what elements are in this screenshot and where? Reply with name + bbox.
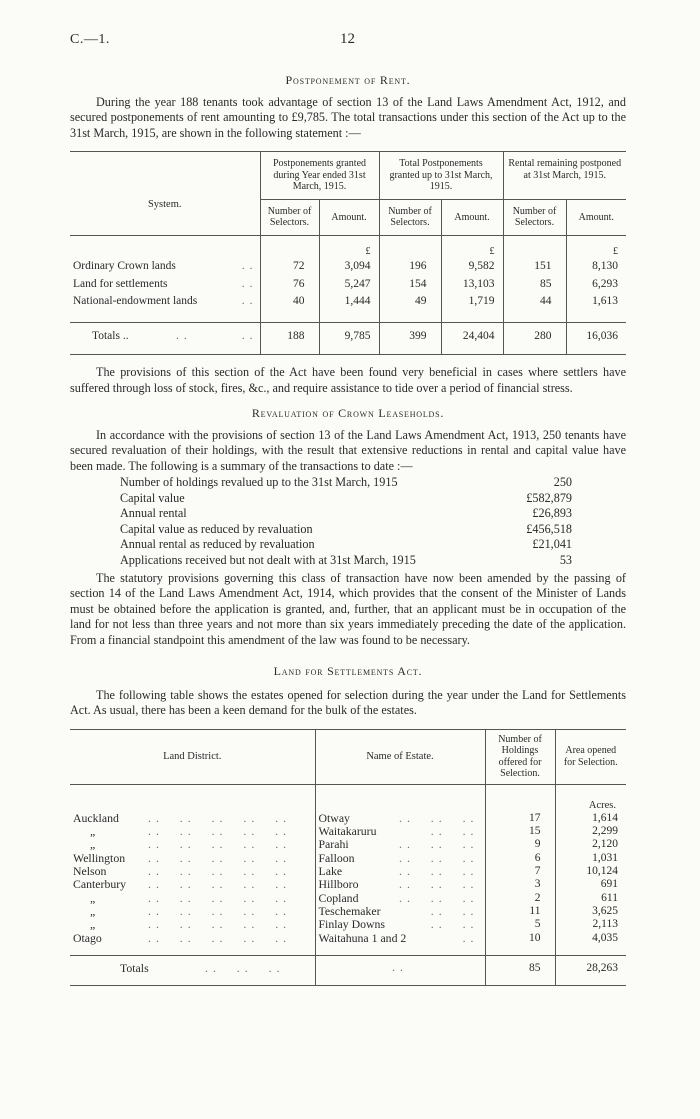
summary-label: Applications received but not dealt with at 31st March, 1915: [120, 552, 416, 567]
table-row: Auckland .. .. .. .. .. Otway .. .. .. 17 1,614: [70, 812, 626, 825]
currency-symbol: £: [566, 236, 626, 259]
group-header-year: Postponements granted during Year ended 31st March, 1915.: [260, 152, 379, 200]
cell-selectors: 72: [260, 258, 319, 276]
sub-amount-3: Amount.: [566, 199, 626, 236]
cell-amount: 6,293: [566, 276, 626, 294]
group-header-total: Total Postponements granted up to 31st March, 1915.: [379, 152, 503, 200]
cell-area: 691: [555, 878, 626, 891]
cell-estate: Lake: [318, 864, 343, 879]
col-holdings: Number of Holdings offered for Selection.: [485, 729, 555, 784]
cell-area: 10,124: [555, 865, 626, 878]
table-row: Otago .. .. .. .. .. Waitahuna 1 and 2 .. 10 4,035: [70, 932, 626, 956]
document-reference: C.—1.: [70, 32, 110, 47]
cell-holdings: 5: [485, 918, 555, 931]
total-area: 28,263: [555, 955, 626, 985]
cell-amount: 13,103: [441, 276, 503, 294]
cell-amount: 3,094: [319, 258, 379, 276]
table-row: Ordinary Crown lands .. 72 3,094 196 9,582 151 8,130: [70, 258, 626, 276]
revaluation-summary: [70, 475, 626, 569]
page-header: [70, 32, 626, 58]
totals-label: Totals: [120, 960, 149, 975]
totals-row: Totals .. .. .. .. 85 28,263: [70, 955, 626, 985]
table-row: Canterbury .. .. .. .. .. Hillboro .. .. .. 3 691: [70, 878, 626, 891]
cell-area: 611: [555, 892, 626, 905]
total-amount: 9,785: [319, 322, 379, 355]
cell-district: „: [90, 890, 96, 905]
cell-estate: Copland: [318, 890, 359, 905]
total-amount: 16,036: [566, 322, 626, 355]
cell-estate: Hillboro: [318, 877, 359, 892]
col-land-district: Land District.: [163, 750, 222, 762]
document-page: [70, 32, 626, 986]
cell-estate: Waitahuna 1 and 2: [318, 930, 407, 945]
cell-selectors: 151: [503, 258, 566, 276]
summary-value: 53: [559, 552, 572, 567]
postponement-closing: The provisions of this section of the Act have been found very beneficial in cases where settlers have suffered through loss of stock, fires, &c., and require assistance to tide over a period of financial stress.: [70, 365, 626, 395]
cell-selectors: 196: [379, 258, 441, 276]
cell-district: „: [90, 837, 96, 852]
row-system: Ordinary Crown lands: [73, 260, 176, 272]
cell-amount: 1,719: [441, 293, 503, 322]
currency-symbol: £: [441, 236, 503, 259]
cell-area: 3,625: [555, 905, 626, 918]
cell-selectors: 40: [260, 293, 319, 322]
cell-estate: Teschemaker: [318, 903, 381, 918]
cell-estate: Otway: [318, 810, 350, 825]
cell-area: 1,031: [555, 852, 626, 865]
summary-row: [70, 475, 626, 491]
summary-value: £456,518: [526, 521, 572, 536]
totals-label: Totals ..: [92, 329, 129, 342]
cell-holdings: 9: [485, 838, 555, 851]
cell-estate: Finlay Downs: [318, 917, 386, 932]
summary-label: Capital value: [120, 490, 185, 505]
section-heading-settlements: Land for Settlements Act.: [273, 664, 423, 679]
cell-holdings: 2: [485, 892, 555, 905]
sub-amount-2: Amount.: [441, 199, 503, 236]
summary-label: Capital value as reduced by revaluation: [120, 521, 313, 536]
summary-row: [70, 522, 626, 538]
postponement-table: [70, 151, 626, 355]
table-row: Nelson .. .. .. .. .. Lake .. .. .. 7 10,124: [70, 865, 626, 878]
cell-district: „: [90, 903, 96, 918]
cell-selectors: 85: [503, 276, 566, 294]
cell-amount: 1,613: [566, 293, 626, 322]
cell-district: „: [90, 917, 96, 932]
cell-amount: 5,247: [319, 276, 379, 294]
table-row: National-endowment lands .. 40 1,444 49 1,719 44 1,613: [70, 293, 626, 322]
row-system: Land for settlements: [73, 277, 168, 290]
postponement-intro: During the year 188 tenants took advantage of section 13 of the Land Laws Amendment Act, 1912, and secured postponements of rent amounting to £9,785. The total transactions under this section of the Act up to the 31st March, 1915, are shown in the following statement :—: [70, 94, 626, 140]
cell-district: Nelson: [73, 864, 107, 879]
cell-amount: 8,130: [566, 258, 626, 276]
cell-holdings: 7: [485, 865, 555, 878]
cell-estate: Waitakaruru: [318, 824, 377, 839]
cell-district: Canterbury: [73, 877, 127, 892]
settlements-table: [70, 729, 626, 987]
summary-value: 250: [553, 475, 572, 489]
table-row: „ .. .. .. .. .. Teschemaker .. .. 11 3,625: [70, 905, 626, 918]
cell-holdings: 3: [485, 878, 555, 891]
revaluation-intro: In accordance with the provisions of section 13 of the Land Laws Amendment Act, 1913, 250 tenants have secured revaluation of their holdings, with the result that extensive reductions in rental and capital value have been made. The following is a summary of the transactions to date :—: [70, 427, 626, 473]
summary-row: [70, 506, 626, 522]
cell-holdings: 10: [485, 932, 555, 956]
row-system: National-endowment lands: [73, 295, 198, 307]
cell-area: 1,614: [555, 812, 626, 825]
cell-selectors: 154: [379, 276, 441, 294]
cell-area: 4,035: [555, 932, 626, 956]
cell-amount: 9,582: [441, 258, 503, 276]
col-estate: Name of Estate.: [315, 729, 485, 784]
cell-area: 2,113: [555, 918, 626, 931]
total-amount: 24,404: [441, 322, 503, 355]
summary-label: Annual rental: [120, 506, 187, 521]
cell-holdings: 15: [485, 825, 555, 838]
totals-row: Totals .. .. .. 188 9,785 399 24,404 280 16,036: [70, 322, 626, 355]
summary-row: [70, 553, 626, 569]
summary-value: £26,893: [532, 506, 572, 521]
table-row: „ .. .. .. .. .. Finlay Downs .. .. 5 2,113: [70, 918, 626, 931]
section-heading-revaluation: Revaluation of Crown Leaseholds.: [251, 406, 445, 420]
col-area: Area opened for Selection.: [555, 729, 626, 784]
total-selectors: 280: [503, 322, 566, 355]
cell-area: 2,299: [555, 825, 626, 838]
summary-row: [70, 537, 626, 553]
total-selectors: 188: [260, 322, 319, 355]
cell-selectors: 49: [379, 293, 441, 322]
cell-holdings: 17: [485, 812, 555, 825]
cell-district: Auckland: [73, 810, 119, 825]
table-row: „ .. .. .. .. .. Parahi .. .. .. 9 2,120: [70, 838, 626, 851]
col-system: System.: [147, 199, 182, 211]
cell-holdings: 6: [485, 852, 555, 865]
table-row: „ .. .. .. .. .. Waitakaruru .. .. 15 2,299: [70, 825, 626, 838]
sub-selectors-3: Number of Selectors.: [503, 199, 566, 236]
sub-selectors-1: Number of Selectors.: [260, 199, 319, 236]
cell-selectors: 76: [260, 276, 319, 294]
cell-area: 2,120: [555, 838, 626, 851]
cell-estate: Parahi: [318, 837, 349, 852]
cell-holdings: 11: [485, 905, 555, 918]
settlements-rows: [70, 812, 626, 955]
settlements-intro: The following table shows the estates opened for selection during the year under the Land for Settlements Act. As usual, there has been a keen demand for the bulk of the estates.: [70, 687, 626, 718]
cell-district: Wellington: [73, 850, 126, 865]
cell-estate: Falloon: [318, 850, 355, 865]
cell-district: „: [90, 824, 96, 839]
table-row: Land for settlements .. 76 5,247 154 13,103 85 6,293: [70, 276, 626, 294]
group-header-remaining: Rental remaining postponed at 31st March, 1915.: [503, 152, 626, 200]
page-number: 12: [340, 31, 355, 47]
section-heading-postponement: Postponement of Rent.: [285, 73, 411, 87]
table-row: „ .. .. .. .. .. Copland .. .. .. 2 611: [70, 892, 626, 905]
summary-value: £582,879: [526, 490, 572, 505]
summary-row: [70, 491, 626, 507]
area-unit: Acres.: [555, 784, 626, 812]
cell-amount: 1,444: [319, 293, 379, 322]
total-selectors: 399: [379, 322, 441, 355]
cell-district: Otago: [73, 930, 102, 945]
cell-selectors: 44: [503, 293, 566, 322]
currency-symbol: £: [319, 236, 379, 259]
summary-label: Number of holdings revalued up to the 31st March, 1915: [120, 475, 398, 489]
sub-selectors-2: Number of Selectors.: [379, 199, 441, 236]
total-holdings: 85: [485, 955, 555, 985]
summary-label: Annual rental as reduced by revaluation: [120, 537, 315, 552]
table-row: Wellington .. .. .. .. .. Falloon .. .. .. 6 1,031: [70, 852, 626, 865]
summary-value: £21,041: [532, 537, 572, 552]
revaluation-closing: The statutory provisions governing this class of transaction have now been amended by the passing of section 14 of the Land Laws Amendment Act, 1914, which provides that the consent of the Minister of Lands must be obtained before the application is granted, and, further, that an applicant must be in occupation of the land for not less than three years and not more than six years immediately preceding the date of the application. From a financial standpoint this amendment of the law was found to be necessary.: [70, 570, 626, 647]
sub-amount-1: Amount.: [319, 199, 379, 236]
